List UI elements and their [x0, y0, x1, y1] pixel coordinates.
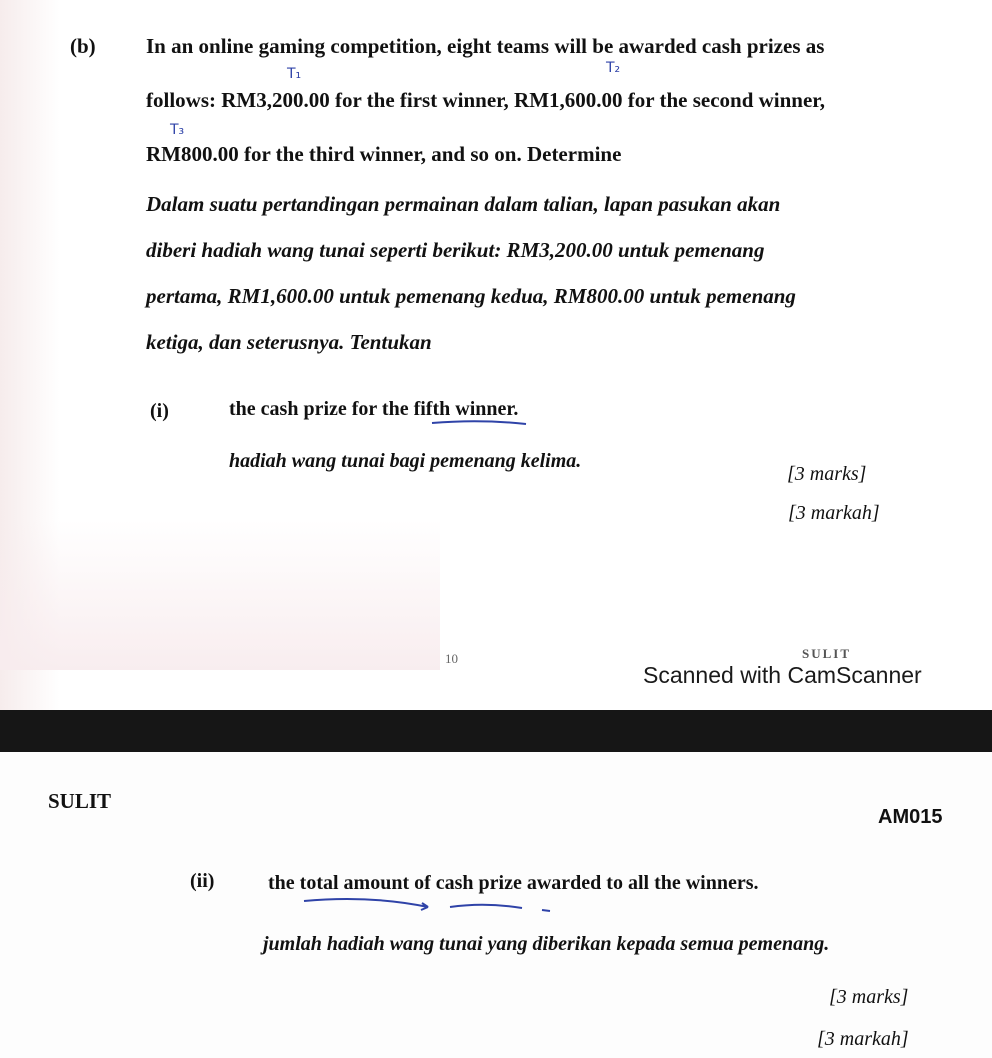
part-ii-question: the total amount of cash prize awarded to all the winners.: [268, 872, 759, 894]
part-ii-label: (ii): [190, 870, 215, 892]
underline-fifth-winner: [430, 419, 530, 429]
question-label: (b): [70, 34, 96, 58]
part-i-label: (i): [150, 400, 169, 422]
translation-line-2: diberi hadiah wang tunai seperti berikut: RM3,200.00 untuk pemenang: [146, 238, 765, 262]
part-i-translation: hadiah wang tunai bagi pemenang kelima.: [229, 450, 582, 472]
annotation-t2: T₂: [606, 60, 621, 76]
page-header-sulit: SULIT: [48, 789, 112, 813]
footer-sulit: SULIT: [802, 646, 852, 661]
scan-divider-bar: [0, 710, 992, 752]
part-i-question: the cash prize for the fifth winner.: [229, 398, 519, 420]
part-ii-markah: [3 markah]: [817, 1028, 909, 1050]
annotation-t1: T₁: [287, 66, 302, 82]
part-i-markah: [3 markah]: [788, 502, 880, 524]
question-line-1: In an online gaming competition, eight teams will be awarded cash prizes as: [146, 34, 825, 58]
part-i-marks: [3 marks]: [787, 463, 867, 485]
course-code: AM015: [878, 806, 943, 828]
annotation-t3: T₃: [170, 122, 185, 138]
translation-line-3: pertama, RM1,600.00 untuk pemenang kedua, RM800.00 untuk pemenang: [146, 284, 796, 308]
page-shadow: [0, 520, 440, 670]
part-ii-marks: [3 marks]: [829, 986, 909, 1008]
translation-line-4: ketiga, dan seterusnya. Tentukan: [146, 330, 432, 354]
question-line-3: RM800.00 for the third winner, and so on. Determine: [146, 142, 622, 166]
translation-line-1: Dalam suatu pertandingan permainan dalam talian, lapan pasukan akan: [146, 192, 781, 216]
question-line-2: follows: RM3,200.00 for the first winner, RM1,600.00 for the second winner,: [146, 88, 825, 112]
page-number: 10: [445, 651, 458, 666]
camscanner-watermark: Scanned with CamScanner: [643, 662, 922, 688]
underline-total-amount: [300, 893, 560, 921]
part-ii-translation: jumlah hadiah wang tunai yang diberikan kepada semua pemenang.: [263, 933, 830, 955]
